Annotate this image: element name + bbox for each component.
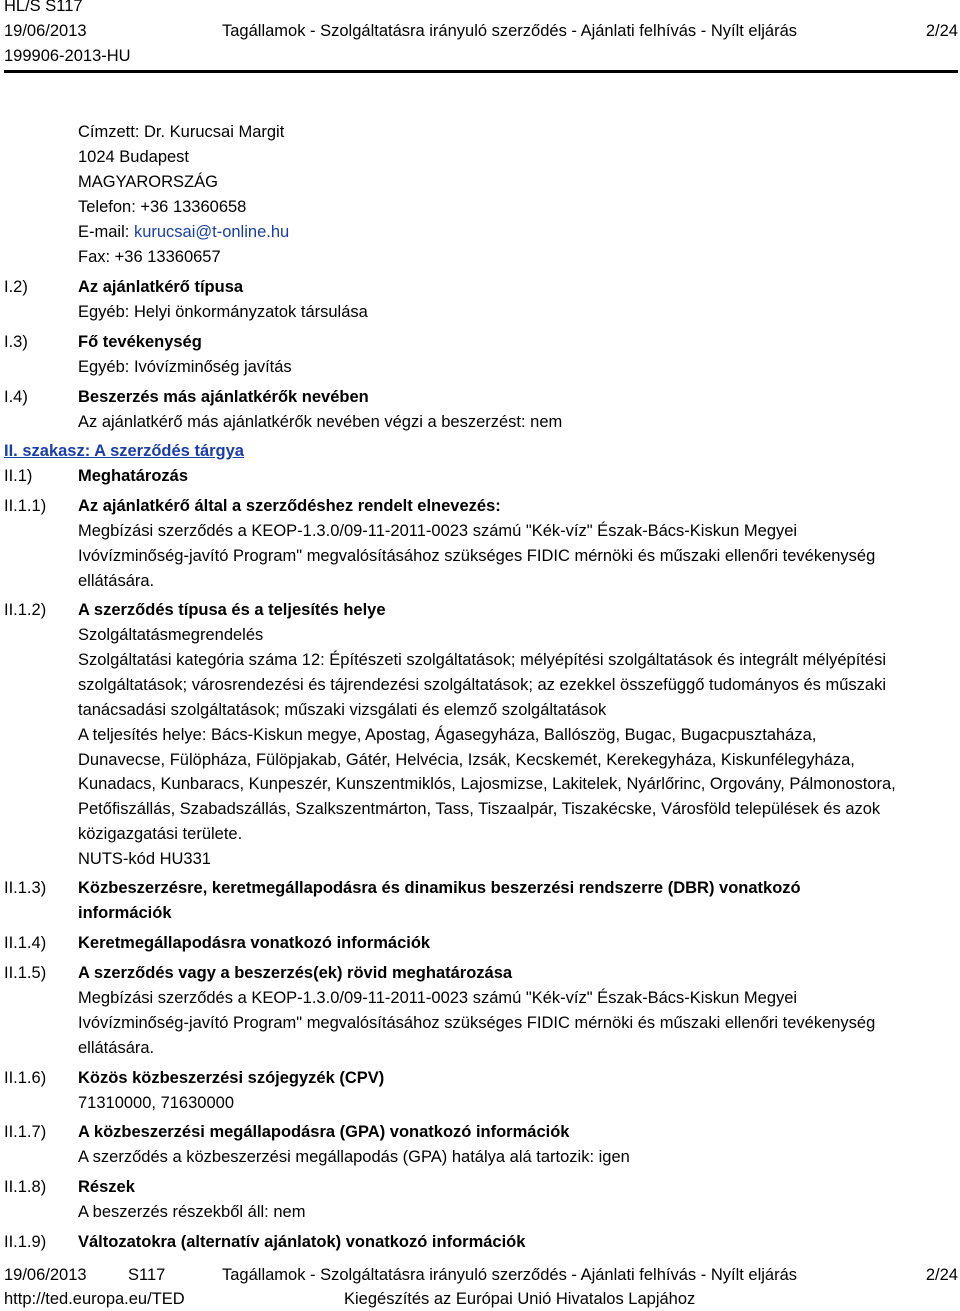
header-page: 2/24	[925, 22, 958, 40]
fax: Fax: +36 13360657	[78, 248, 221, 266]
footer-title: Tagállamok - Szolgáltatásra irányuló szerződés - Ajánlati felhívás - Nyílt eljárás	[222, 1266, 798, 1284]
item-text: közigazgatási területe.	[78, 825, 243, 843]
item-text: A beszerzés részekből áll: nem	[78, 1203, 306, 1221]
item-number: II.1.6)	[4, 1069, 47, 1087]
footer-date: 19/06/2013	[4, 1266, 87, 1284]
footer-publisher: Kiegészítés az Európai Unió Hivatalos Lapjához	[344, 1290, 696, 1308]
item-text: Kunadacs, Kunbaracs, Kunpeszér, Kunszentmiklós, Lajosmizse, Lakitelek, Nyárlőrinc, Orgovány, Pálmonostora,	[78, 775, 896, 793]
item-text: ellátására.	[78, 572, 155, 590]
section-heading[interactable]: II. szakasz: A szerződés tárgya	[4, 442, 244, 460]
item-text: ellátására.	[78, 1039, 155, 1057]
item-title: Közbeszerzésre, keretmegállapodásra és dinamikus beszerzési rendszerre (DBR) vonatkozó	[78, 879, 801, 897]
item-text: Petőfiszállás, Szabadszállás, Szalkszentmárton, Tass, Tiszaalpár, Tiszakécske, Városföld települések és azok	[78, 800, 881, 818]
item-title: Közös közbeszerzési szójegyzék (CPV)	[78, 1069, 385, 1087]
country: MAGYARORSZÁG	[78, 173, 218, 191]
section-title: Az ajánlatkérő típusa	[78, 278, 244, 296]
header-date: 19/06/2013	[4, 22, 87, 40]
section-text: Az ajánlatkérő más ajánlatkérők nevében végzi a beszerzést: nem	[78, 413, 563, 431]
item-number: II.1.5)	[4, 964, 47, 982]
header-title: Tagállamok - Szolgáltatásra irányuló szerződés - Ajánlati felhívás - Nyílt eljárás	[222, 22, 798, 40]
doc-code: HL/S S117	[4, 0, 83, 15]
header-rule	[4, 70, 958, 73]
item-text: 71310000, 71630000	[78, 1094, 234, 1112]
section-title: Beszerzés más ajánlatkérők nevében	[78, 388, 369, 406]
item-number: II.1.1)	[4, 497, 47, 515]
item-text: Ivóvízminőség-javító Program" megvalósításához szükséges FIDIC mérnöki és műszaki ellenőri tevékenység	[78, 547, 876, 565]
section-number: I.2)	[4, 278, 28, 296]
footer-url[interactable]: http://ted.europa.eu/TED	[4, 1290, 185, 1308]
item-number: II.1.4)	[4, 934, 47, 952]
item-title: A szerződés típusa és a teljesítés helye	[78, 601, 386, 619]
item-text: Szolgáltatásmegrendelés	[78, 626, 264, 644]
section-title: Fő tevékenység	[78, 333, 202, 351]
section-number: I.4)	[4, 388, 28, 406]
item-title: információk	[78, 904, 172, 922]
addressee: Címzett: Dr. Kurucsai Margit	[78, 123, 285, 141]
phone: Telefon: +36 13360658	[78, 198, 247, 216]
section-text: Egyéb: Helyi önkormányzatok társulása	[78, 303, 368, 321]
item-title: Keretmegállapodásra vonatkozó információk	[78, 934, 431, 952]
email-label: E-mail:	[78, 223, 130, 241]
item-text: NUTS-kód HU331	[78, 850, 211, 868]
item-title: Részek	[78, 1178, 135, 1196]
item-text: A teljesítés helye: Bács-Kiskun megye, Apostag, Ágasegyháza, Ballószög, Bugac, Bugacpusztaháza,	[78, 726, 817, 744]
item-number: II.1.8)	[4, 1178, 47, 1196]
item-text: tanácsadási szolgáltatások; műszaki vizsgálati és elemző szolgáltatások	[78, 701, 607, 719]
item-number: II.1.2)	[4, 601, 47, 619]
page-header	[4, 0, 958, 72]
item-text: Ivóvízminőség-javító Program" megvalósításához szükséges FIDIC mérnöki és műszaki ellenőri tevékenység	[78, 1014, 876, 1032]
section-text: Egyéb: Ivóvízminőség javítás	[78, 358, 292, 376]
item-text: Szolgáltatási kategória száma 12: Építészeti szolgáltatások; mélyépítési szolgáltatások és integrált mélyépítési	[78, 651, 886, 669]
page-footer	[4, 1264, 958, 1310]
footer-page: 2/24	[925, 1266, 958, 1284]
item-title: A szerződés vagy a beszerzés(ek) rövid meghatározása	[78, 964, 513, 982]
item-title: Változatokra (alternatív ajánlatok) vonatkozó információk	[78, 1233, 526, 1251]
section-number: I.3)	[4, 333, 28, 351]
email-line	[78, 222, 289, 242]
item-title: Az ajánlatkérő által a szerződéshez rendelt elnevezés:	[78, 497, 501, 515]
item-number: II.1.3)	[4, 879, 47, 897]
item-title: A közbeszerzési megállapodásra (GPA) vonatkozó információk	[78, 1123, 570, 1141]
subsection-title: Meghatározás	[78, 467, 189, 485]
item-number: II.1.9)	[4, 1233, 47, 1251]
item-text: Dunavecse, Fülöpháza, Fülöpjakab, Gátér, Helvécia, Izsák, Kecskemét, Kerekegyháza, Kiskunfélegyháza,	[78, 751, 855, 769]
item-text: Megbízási szerződés a KEOP-1.3.0/09-11-2011-0023 számú "Kék-víz" Észak-Bács-Kiskun Megyei	[78, 989, 798, 1007]
footer-code: S117	[128, 1266, 166, 1284]
item-number: II.1.7)	[4, 1123, 47, 1141]
city: 1024 Budapest	[78, 148, 190, 166]
header-ref: 199906-2013-HU	[4, 47, 131, 65]
item-text: Megbízási szerződés a KEOP-1.3.0/09-11-2011-0023 számú "Kék-víz" Észak-Bács-Kiskun Megyei	[78, 522, 798, 540]
subsection-number: II.1)	[4, 467, 33, 485]
item-text: A szerződés a közbeszerzési megállapodás (GPA) hatálya alá tartozik: igen	[78, 1148, 630, 1166]
email-link[interactable]: kurucsai@t-online.hu	[133, 223, 290, 241]
item-text: szolgáltatások; városrendezési és tájrendezési szolgáltatások; az ezekkel összefüggő tudományos és műszaki	[78, 676, 887, 694]
